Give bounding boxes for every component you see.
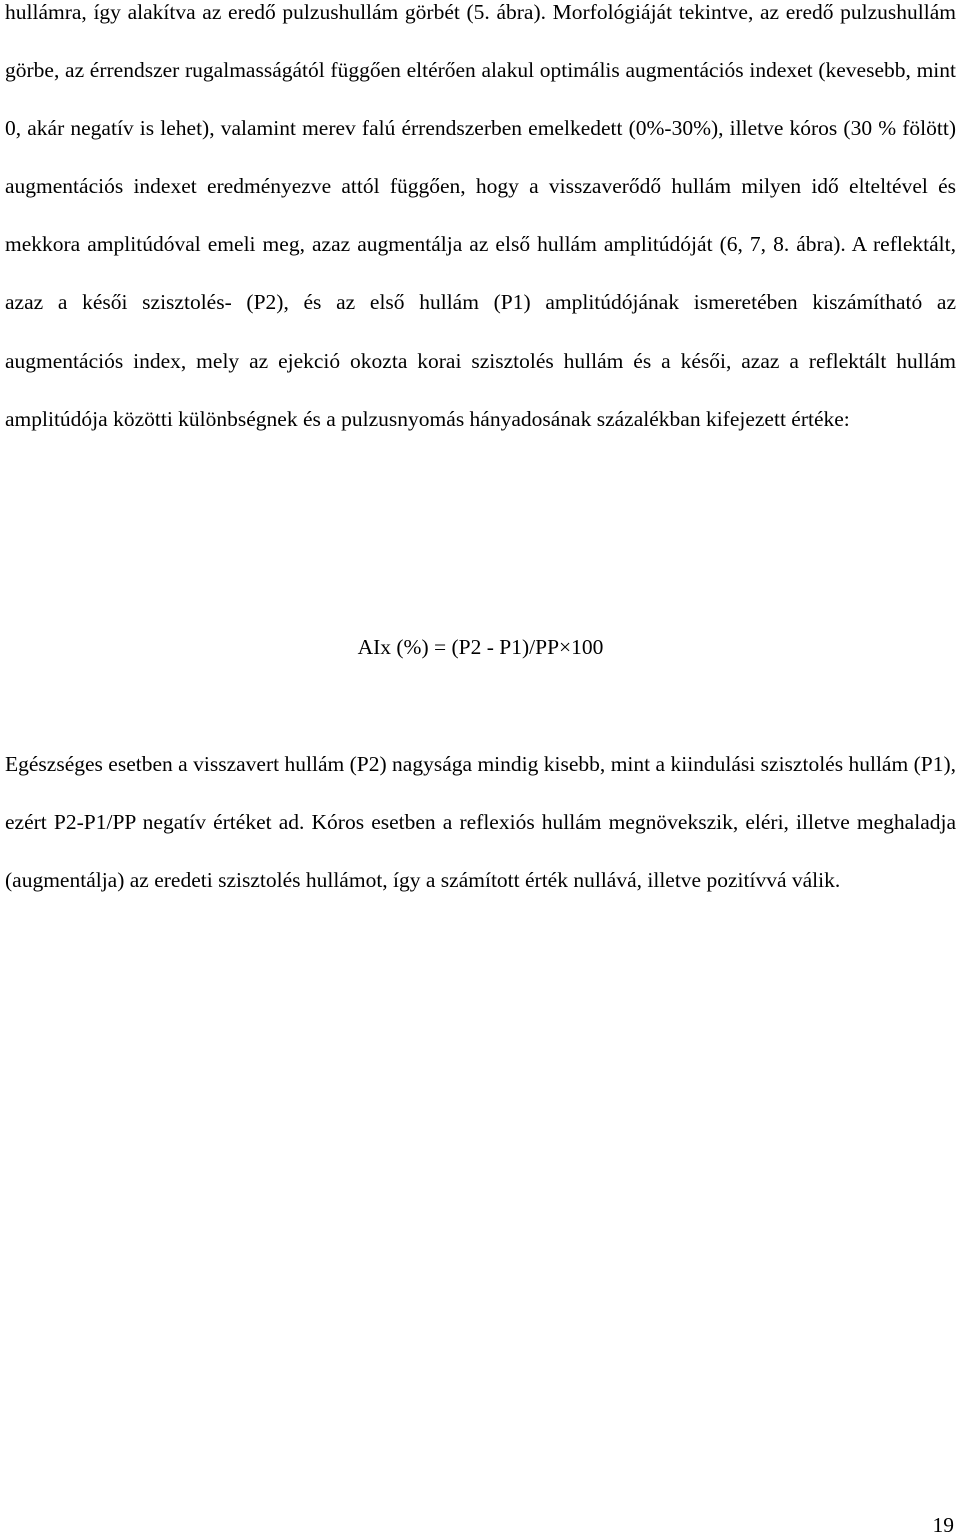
document-page (5, 0, 956, 893)
page-number: 19 (932, 1513, 954, 1537)
formula-augmentation-index: AIx (%) = (P2 - P1)/PP×100 (357, 635, 604, 659)
body-paragraph-augmentation-index: hullámra, így alakítva az eredő pulzushullám görbét (5. ábra). Morfológiáját tekintve, az eredő pulzushullám görbe, az érrendszer rugalmasságától függően eltérően alakul optimális augmentációs indexet (kevesebb, mint 0, akár negatív is lehet), valamint merev falú érrendszerben emelkedett (0%-30%), illetve kóros (30 % fölött) augmentációs indexet eredményezve attól függően, hogy a visszaverődő hullám milyen idő elteltével és mekkora amplitúdóval emeli meg, azaz augmentálja az első hullám amplitúdóját (6, 7, 8. ábra). A reflektált, azaz a késői szisztolés- (P2), és az első hullám (P1) amplitúdójának ismeretében kiszámítható az augmentációs index, mely az ejekció okozta korai szisztolés hullám és a késői, azaz a reflektált hullám amplitúdója közötti különbségnek és a pulzusnyomás hányadosának százalékban kifejezett értéke: (5, 0, 956, 431)
body-paragraph-healthy-vs-pathological: Egészséges esetben a visszavert hullám (P2) nagysága mindig kisebb, mint a kiindulási szisztolés hullám (P1), ezért P2-P1/PP negatív értéket ad. Kóros esetben a reflexiós hullám megnövekszik, eléri, illetve meghaladja (augmentálja) az eredeti szisztolés hullámot, így a számított érték nullává, illetve pozitívvá válik. (5, 752, 956, 893)
